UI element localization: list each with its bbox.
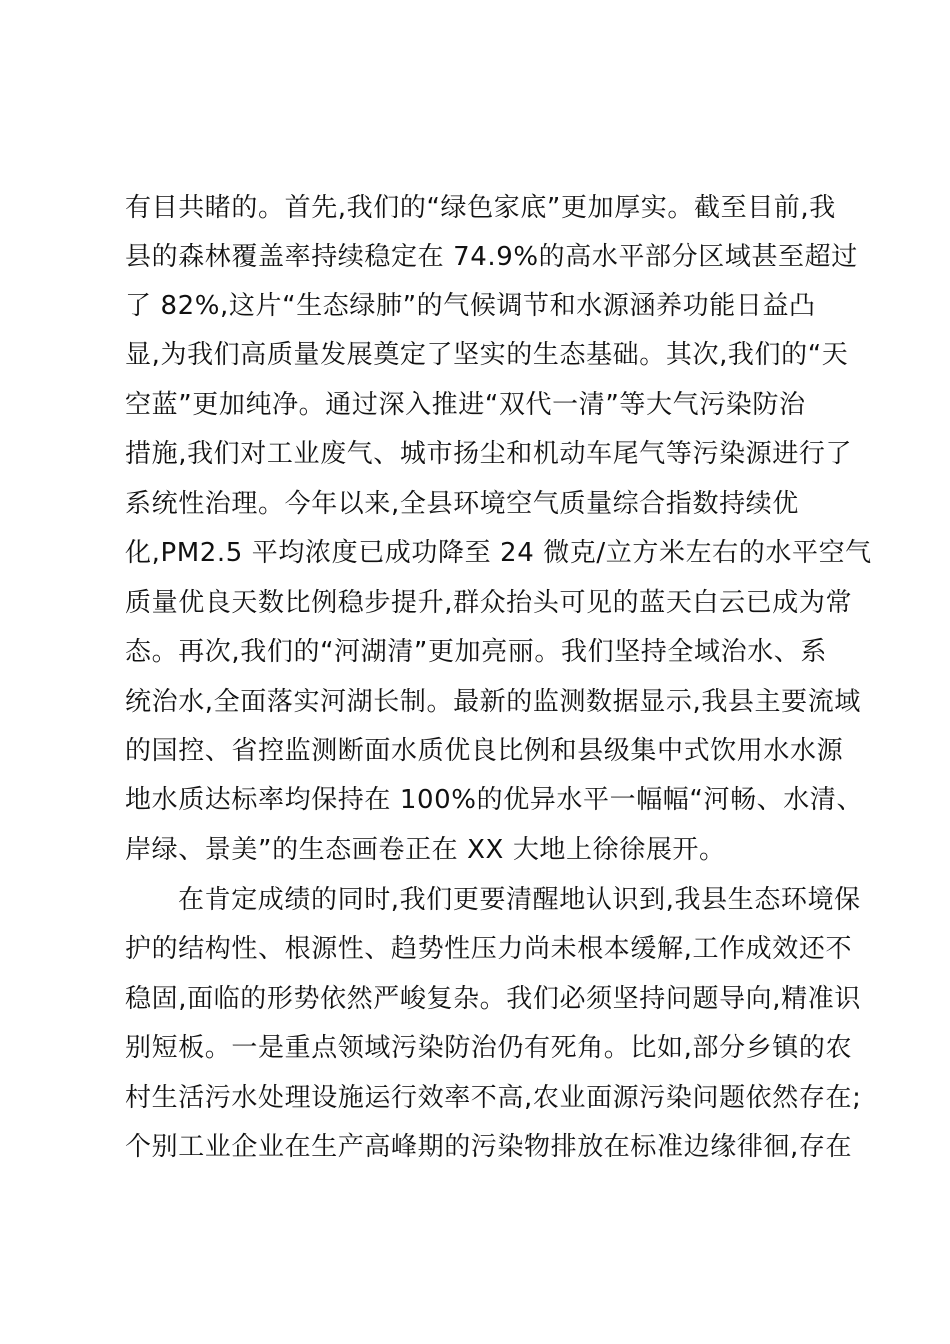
text-line: 稳固,面临的形势依然严峻复杂。我们必须坚持问题导向,精准识 [125, 984, 861, 1014]
text-line: 质量优良天数比例稳步提升,群众抬头可见的蓝天白云已成为常 [125, 588, 853, 618]
text-line: 村生活污水处理设施运行效率不高,农业面源污染问题依然存在; [125, 1083, 862, 1113]
text-line: 措施,我们对工业废气、城市扬尘和机动车尾气等污染源进行了 [125, 439, 853, 469]
text-line: 县的森林覆盖率持续稳定在 74.9%的高水平部分区域甚至超过 [125, 242, 858, 272]
text-line: 地水质达标率均保持在 100%的优异水平一幅幅“河畅、水清、 [125, 785, 864, 815]
text-line: 别短板。一是重点领域污染防治仍有死角。比如,部分乡镇的农 [125, 1033, 853, 1063]
text-line: 系统性治理。今年以来,全县环境空气质量综合指数持续优 [125, 489, 799, 519]
text-line: 在肯定成绩的同时,我们更要清醒地认识到,我县生态环境保 [178, 885, 861, 915]
text-line: 有目共睹的。首先,我们的“绿色家底”更加厚实。截至目前,我 [125, 193, 836, 223]
text-line: 个别工业企业在生产高峰期的污染物排放在标准边缘徘徊,存在 [125, 1132, 853, 1162]
text-line: 了 82%,这片“生态绿肺”的气候调节和水源涵养功能日益凸 [125, 291, 816, 321]
text-line: 岸绿、景美”的生态画卷正在 XX 大地上徐徐展开。 [125, 835, 726, 865]
text-line: 护的结构性、根源性、趋势性压力尚未根本缓解,工作成效还不 [125, 934, 853, 964]
text-line: 的国控、省控监测断面水质优良比例和县级集中式饮用水水源 [125, 736, 844, 766]
text-line: 显,为我们高质量发展奠定了坚实的生态基础。其次,我们的“天 [125, 340, 849, 370]
text-line: 统治水,全面落实河湖长制。最新的监测数据显示,我县主要流域 [125, 687, 861, 717]
text-line: 态。再次,我们的“河湖清”更加亮丽。我们坚持全域治水、系 [125, 637, 828, 667]
text-line: 化,PM2.5 平均浓度已成功降至 24 微克/立方米左右的水平空气 [125, 538, 872, 568]
text-line: 空蓝”更加纯净。通过深入推进“双代一清”等大气污染防治 [125, 390, 806, 420]
